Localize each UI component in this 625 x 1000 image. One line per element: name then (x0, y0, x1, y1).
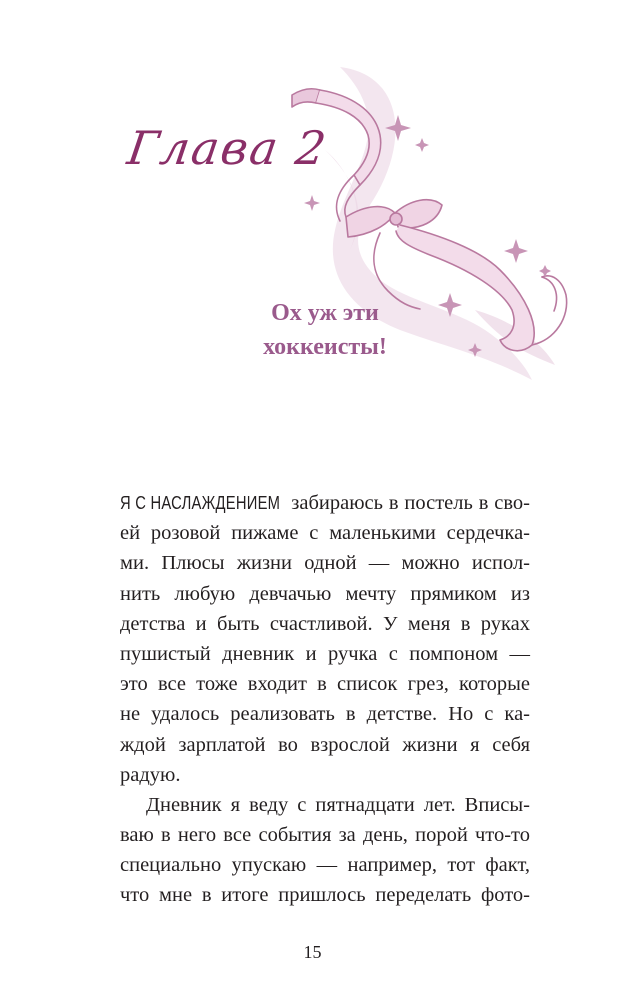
text-line (120, 488, 530, 518)
text-line: ваю в него все события за день, порой что-то (120, 824, 530, 847)
chapter-title-line: Ох уж эти (271, 300, 379, 326)
text-line: ей розовой пижаме с маленькими сердечка- (120, 522, 530, 545)
text-line: пушистый дневник и ручка с помпоном — (120, 642, 530, 665)
text-line: что мне в итоге пришлось переделать фото- (120, 884, 530, 907)
sparkle-icon (415, 138, 429, 152)
chapter-title (200, 296, 450, 364)
text-line: специально упускаю — например, тот факт, (120, 854, 530, 877)
sparkle-icon (504, 239, 528, 263)
text-line: это все тоже входит в список грез, которые (120, 673, 530, 696)
sparkle-icon (304, 195, 320, 211)
page-number: 15 (303, 942, 322, 962)
text-line: ждой зарплатой во взрослой жизни я себя (120, 733, 530, 756)
text-line: нить любую девчачью мечту прямиком из (120, 582, 530, 605)
text-line: не удалось реализовать в детстве. Но с ка- (120, 703, 530, 726)
text-line: Дневник я веду с пятнадцати лет. Вписы- (146, 793, 530, 816)
lead-in: Я С НАСЛАЖДЕНИЕМ (120, 493, 281, 513)
text-line-tail: забираюсь в постель в сво- (285, 492, 530, 514)
body-text (120, 488, 530, 911)
text-line: детства и быть счастливой. У меня в руках (120, 612, 530, 635)
chapter-label: Глава 2 (124, 121, 332, 175)
text-line: ми. Плюсы жизни одной — можно испол- (120, 552, 530, 575)
text-line: радую. (120, 763, 181, 786)
chapter-title-line: хоккеисты! (263, 334, 387, 360)
